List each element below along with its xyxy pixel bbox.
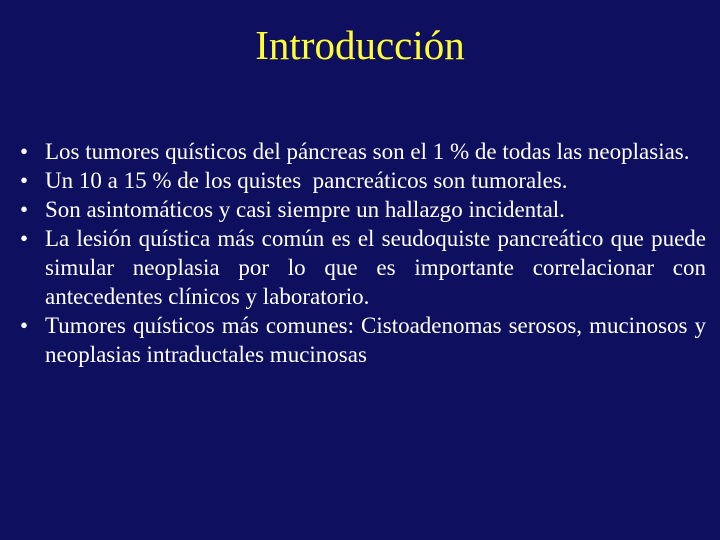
- bullet-item: [20, 195, 706, 224]
- bullet-icon: •: [20, 226, 29, 251]
- bullet-text: Son asintomáticos y casi siempre un hallazgo incidental.: [45, 197, 565, 222]
- bullet-text: Tumores quísticos más comunes: Cistoadenomas serosos, mucinosos y neoplasias intraductales mucinosas: [45, 313, 706, 367]
- bullet-icon: •: [20, 313, 29, 338]
- bullet-icon: •: [20, 197, 29, 222]
- bullet-text: Un 10 a 15 % de los quistes pancreáticos son tumorales.: [45, 168, 568, 193]
- bullet-text: Los tumores quísticos del páncreas son el 1 % de todas las neoplasias.: [45, 139, 690, 164]
- bullet-item: [20, 137, 706, 166]
- bullet-icon: •: [20, 168, 29, 193]
- bullet-item: [20, 166, 706, 195]
- bullet-list: [20, 137, 706, 369]
- bullet-item: [20, 311, 706, 369]
- bullet-item: [20, 224, 706, 311]
- slide-title: Introducción: [255, 22, 465, 68]
- bullet-text: La lesión quística más común es el seudoquiste pancreático que puede simular neoplasia por lo que es importante correlacionar con antecedentes clínicos y laboratorio.: [45, 226, 706, 309]
- bullet-icon: •: [20, 139, 29, 164]
